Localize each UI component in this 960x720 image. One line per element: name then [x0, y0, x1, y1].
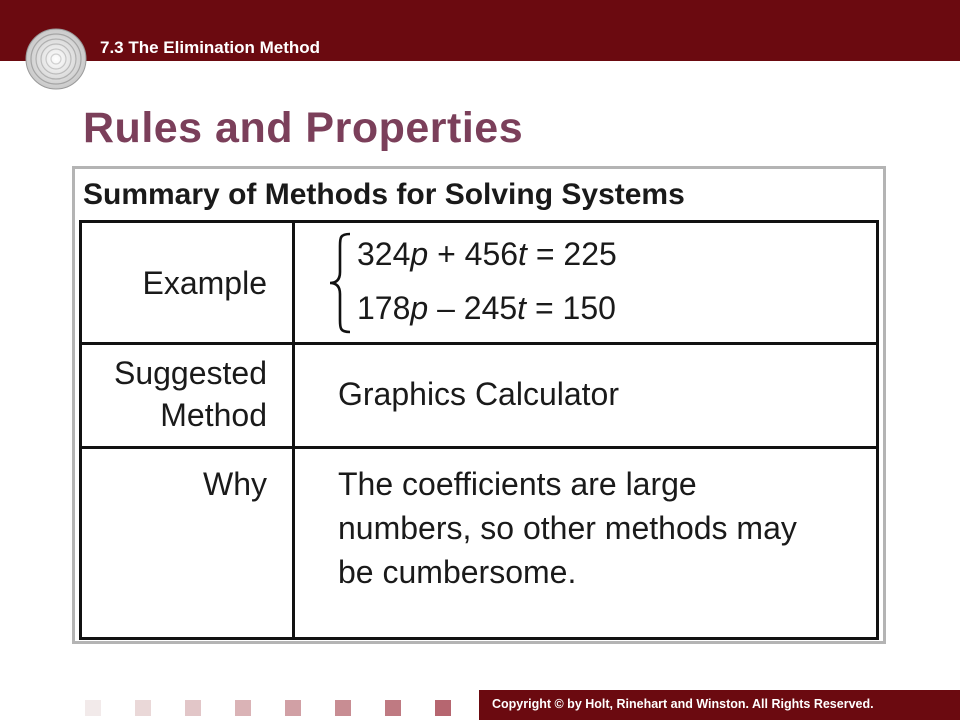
concentric-circles-icon [25, 28, 87, 90]
footer-square [85, 700, 101, 716]
why-text-line-3: be cumbersome. [338, 554, 577, 590]
section-label: 7.3 The Elimination Method [100, 38, 321, 57]
slide-title: Rules and Properties [83, 104, 524, 152]
table-row-divider [79, 446, 879, 449]
footer-square [135, 700, 151, 716]
row-label-why: Why [203, 466, 267, 502]
why-text-line-2: numbers, so other methods may [338, 510, 797, 546]
footer-square [385, 700, 401, 716]
why-text-line-1: The coefficients are large [338, 466, 697, 502]
row-label-method: Method [160, 397, 267, 433]
equation-2: 178p – 245t = 150 [357, 290, 616, 326]
equation-1: 324p + 456t = 225 [357, 236, 617, 272]
left-brace-icon [328, 232, 352, 334]
copyright-text: Copyright © by Holt, Rinehart and Winston. All Rights Reserved. [492, 697, 874, 711]
row-label-example: Example [142, 265, 267, 301]
suggested-method-value: Graphics Calculator [338, 376, 619, 412]
row-label-suggested: Suggested [113, 355, 267, 391]
summary-heading: Summary of Methods for Solving Systems [83, 178, 685, 211]
footer-square [185, 700, 201, 716]
footer-square [335, 700, 351, 716]
footer-square [235, 700, 251, 716]
table-row-divider [79, 342, 879, 345]
footer-square [435, 700, 451, 716]
footer-square [285, 700, 301, 716]
table-column-divider [292, 220, 295, 640]
